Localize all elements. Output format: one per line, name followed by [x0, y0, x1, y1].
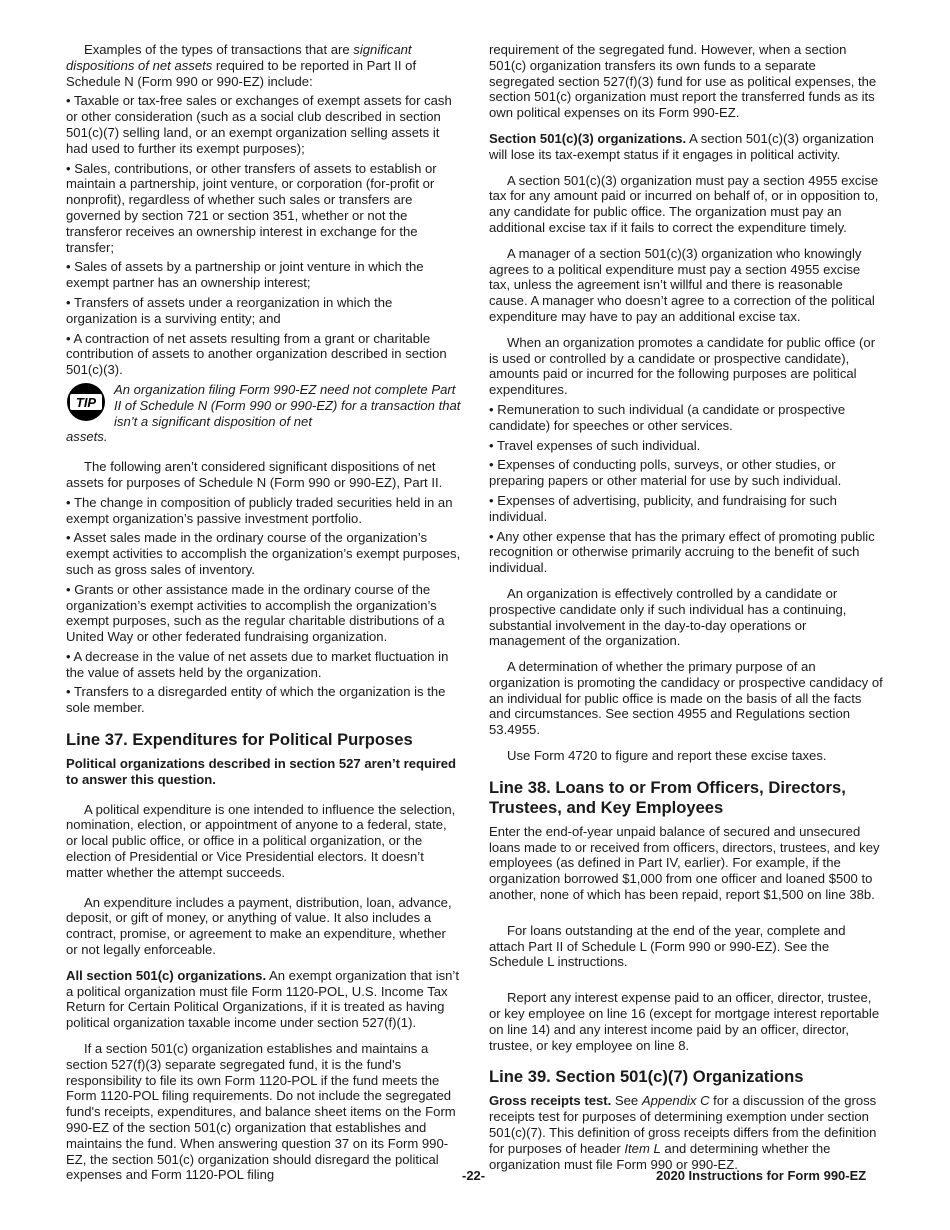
tip-icon — [66, 382, 106, 422]
line38-paragraph-1: Enter the end-of-year unpaid balance of secured and unsecured loans made to or received from officers, directors, trustees, and key employees (as defined in Part IV, earlier). For example, if the organization borrowed $1,000 from one officer and loaned $500 to another, none of which has been repaid, report $1,500 on line 38b. — [489, 823, 880, 903]
tip-tail: assets. — [66, 429, 108, 445]
intro-text-c: required to be reported in Part II of Schedule N (Form 990 or 990-EZ) include: — [66, 57, 417, 89]
political-expenditure-definition: A political expenditure is one intended to influence the selection, nomination, election, or appointment of anyone to a federal, state, or local public office, or office in a political organization, or the election of Presidential or Vice Presidential electors. It doesn’t matter whether the attempt succeeds. — [66, 801, 456, 880]
bullet-item: • Transfers to a disregarded entity of which the organization is the sole member. — [66, 684, 446, 716]
bullet-item: • Grants or other assistance made in the ordinary course of the organization’s exempt activities to accomplish the organization’s exempt purposes, such as the regular charitable distributions of a United Way or other federated fundraising organization. — [66, 581, 445, 645]
page-number: -22- — [462, 1168, 486, 1183]
bullet-item: • Remuneration to such individual (a candidate or prospective candidate) for speeches or other services. — [489, 401, 846, 433]
intro-text-italic: significant dispositions of net assets — [66, 42, 412, 73]
footer-title: 2020 Instructions for Form 990-EZ — [656, 1168, 867, 1183]
form4720-paragraph: Use Form 4720 to figure and report these excise taxes. — [507, 748, 827, 764]
tip-box — [66, 382, 461, 445]
right-column — [489, 42, 884, 1176]
line38-paragraph-2: For loans outstanding at the end of the year, complete and attach Part II of Schedule L (Form 990 or 990-EZ). See the Schedule L instructions. — [489, 922, 846, 970]
expenditure-definition: An expenditure includes a payment, distribution, loan, advance, deposit, or gift of money, or anything of value. It also includes a contract, promise, or agreement to make an expenditure, whether or not legally enforceable. — [66, 894, 452, 958]
continued-paragraph: requirement of the segregated fund. However, when a section 501(c) organization transfers its own funds to a separate segregated section 527(f)(3) fund for use as political expenses, the section 501(c) organization must report the transferred funds as its own political expenses on its Form 990-EZ. — [489, 42, 877, 121]
promotes-paragraph: When an organization promotes a candidate for public office (or is used or controlled by a candidate or prospective candidate), amounts paid or incurred for the following purposes are political expenditures. — [489, 334, 876, 398]
line38-heading: Line 38. Loans to or From Officers, Directors, Trustees, and Key Employees — [489, 777, 846, 817]
following-paragraph: The following aren’t considered significant dispositions of net assets for purposes of Schedule N (Form 990 or 990-EZ), Part II. — [66, 459, 443, 490]
controlled-paragraph: An organization is effectively controlled by a candidate or prospective candidate only if such individual has a continuing, substantial involvement in the day-to-day operations or management of the organization. — [489, 585, 847, 649]
determination-paragraph: A determination of whether the primary purpose of an organization is promoting the candidacy or prospective candidacy of an individual for public office is made on the basis of all the facts and circumstances. See section 4955 and Regulations section 53.4955. — [489, 659, 883, 738]
all-501c-paragraph: All section 501(c) organizations. An exempt organization that isn’t a political organization must file Form 1120-POL, U.S. Income Tax Return for Certain Political Organizations, if it is treated as having political organization taxable income under section 527(f)(1). — [66, 967, 459, 1031]
bullet-item: • Asset sales made in the ordinary course of the organization’s exempt activities to accomplish the organization’s exempt purposes, such as gross sales of inventory. — [66, 530, 461, 577]
manager-paragraph: A manager of a section 501(c)(3) organization who knowingly agrees to a political expenditure must pay a section 4955 excise tax, unless the agreement isn’t willful and there is reasonable cause. A manager who doesn’t agree to a correction of the political expenditure may have to pay an additional excise tax. — [489, 245, 875, 324]
bullet-item: • A decrease in the value of net assets due to market fluctuation in the value of assets held by the organization. — [66, 648, 449, 680]
line39-heading: Line 39. Section 501(c)(7) Organizations — [489, 1067, 804, 1087]
segregated-fund-paragraph: If a section 501(c) organization establishes and maintains a section 527(f)(3) separate segregated fund, it is the fund's responsibility to file its own Form 1120-POL if the fund meets the Form 1120-POL filing requirements. Do not include the segregated fund's receipts, expenditures, and balance sheet items on the Form 990-EZ of the section 501(c) organization that establishes and maintains the fund. When answering question 37 on its Form 990-EZ, the section 501(c) organization should disregard the political expenses and Form 1120-POL filing — [66, 1041, 456, 1183]
tip-text: An organization filing Form 990-EZ need not complete Part II of Schedule N (Form 990 or 990-EZ) for a transaction that isn’t a significant disposition of net — [114, 381, 461, 429]
bullet-item: • Taxable or tax-free sales or exchanges of exempt assets for cash or other consideration (such as a social club described in section 501(c)(7) selling land, or an exempt organization selling assets it had used to further its exempt purposes); — [66, 93, 452, 156]
section-501c3-paragraph: Section 501(c)(3) organizations. A section 501(c)(3) organization will lose its tax-exempt status if it engages in political activity. — [489, 130, 874, 162]
bullet-item: • Expenses of advertising, publicity, and fundraising for such individual. — [489, 492, 837, 524]
bullet-item: • Expenses of conducting polls, surveys, or other studies, or preparing papers or other material for use by such individual. — [489, 457, 842, 489]
left-column — [66, 42, 461, 1187]
bullet-item: • The change in composition of publicly traded securities held in an exempt organization’s passive investment portfolio. — [66, 494, 453, 526]
excise-tax-paragraph: A section 501(c)(3) organization must pay a section 4955 excise tax for any amount paid or incurred on behalf of, or in opposition to, any candidate for public office. The organization must pay an additional excise tax if it fails to correct the expenditure timely. — [489, 172, 879, 235]
line38-paragraph-3: Report any interest expense paid to an officer, director, trustee, or key employee on line 16 (except for mortgage interest reportable on line 14) and any interest income paid by an officer, director, trustee, or key employee on line 8. — [489, 990, 880, 1053]
bullet-item: • A contraction of net assets resulting from a grant or charitable contribution of assets to another organization described in section 501(c)(3). — [66, 330, 447, 378]
intro-paragraph — [66, 42, 461, 89]
bullet-item: • Sales of assets by a partnership or joint venture in which the exempt partner has an ownership interest; — [66, 259, 424, 291]
line37-subheading: Political organizations described in section 527 aren’t required to answer this question. — [66, 756, 457, 787]
tip-label: TIP — [75, 394, 97, 410]
gross-receipts-paragraph: Gross receipts test. See Appendix C for a discussion of the gross receipts test for purposes of determining exemption under section 501(c)(7). This definition of gross receipts differs from the definition for purposes of header Item L and determining whether the organization must file Form 990 or 990-EZ. — [489, 1093, 877, 1172]
bullet-item: • Transfers of assets under a reorganization in which the organization is a surviving entity; and — [66, 294, 393, 326]
intro-text-a: Examples of the types of transactions that are — [84, 42, 354, 57]
line37-heading: Line 37. Expenditures for Political Purposes — [66, 730, 413, 750]
bullet-item: • Sales, contributions, or other transfers of assets to establish or maintain a partnership, joint venture, or corporation (for-profit or nonprofit), regardless of whether such sales or transfers are governed by section 721 or section 351, whether or not the transferor receives an ownership interest in exchange for the transfer; — [66, 160, 437, 255]
bullet-item: • Any other expense that has the primary effect of promoting public recognition or otherwise primarily accruing to the benefit of such individual. — [489, 528, 875, 576]
bullet-item: • Travel expenses of such individual. — [489, 437, 701, 453]
